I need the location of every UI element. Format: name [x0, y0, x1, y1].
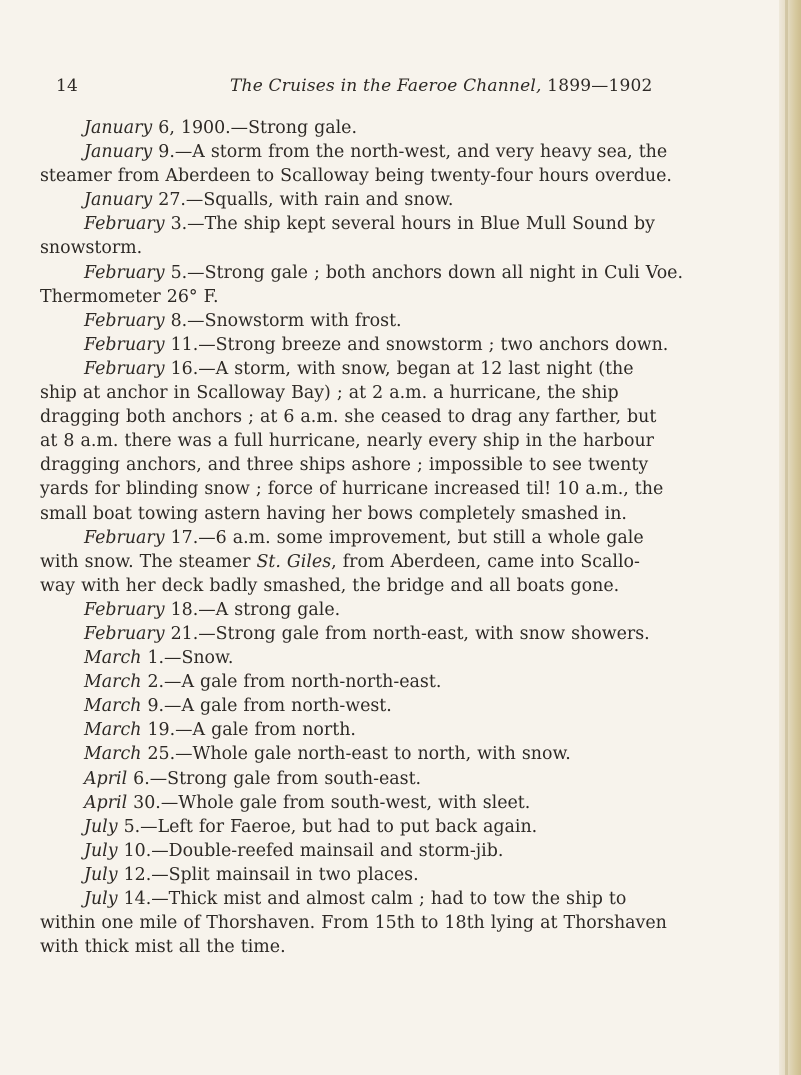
entry-date: February	[84, 358, 165, 379]
entry-date: February	[84, 310, 165, 331]
entry-date: March	[84, 672, 142, 693]
diary-entry	[84, 116, 756, 140]
diary-entry	[84, 188, 756, 212]
entry-text: 18.—A strong gale.	[164, 599, 341, 620]
entry-date: March	[84, 648, 142, 669]
entry-text: 17.—6 a.m. some improvement, but still a whole gale	[164, 527, 644, 548]
entry-date: January	[84, 142, 153, 163]
entry-text: 3.—The ship kept several hours in Blue Mull Sound by	[164, 214, 655, 235]
diary-entry	[84, 863, 756, 887]
entry-date: March	[84, 744, 142, 765]
diary-entry	[84, 212, 756, 236]
entry-text-part: , from Aberdeen, came into Scallo-	[331, 551, 640, 572]
entry-continuation: Thermometer 26° F.	[40, 286, 219, 307]
entry-date: February	[84, 262, 165, 283]
entry-text: 5.—Strong gale ; both anchors down all night in Culi Voe.	[164, 262, 684, 283]
entry-continuation: within one mile of Thorshaven. From 15th to 18th lying at Thorshaven	[40, 913, 667, 934]
entry-date: February	[84, 599, 165, 620]
running-title-years: 1899—1902	[541, 76, 653, 96]
page-edge	[779, 0, 801, 1075]
entry-text: 14.—Thick mist and almost calm ; had to tow the ship to	[117, 889, 627, 909]
entry-text: 9.—A gale from north-west.	[141, 696, 392, 717]
entry-date: July	[84, 864, 118, 885]
diary-entry	[84, 791, 756, 815]
diary-entry	[84, 309, 756, 333]
entry-continuation: steamer from Aberdeen to Scalloway being twenty-four hours overdue.	[40, 166, 672, 187]
entry-continuation: ship at anchor in Scalloway Bay) ; at 2 a.m. a hurricane, the ship	[40, 383, 619, 404]
entry-date: July	[84, 816, 118, 837]
diary-entry	[84, 261, 756, 285]
diary-entry	[84, 333, 756, 357]
diary-entry	[84, 140, 756, 164]
diary-entry	[84, 742, 756, 766]
entry-date: July	[84, 840, 118, 861]
running-header	[56, 76, 756, 104]
entry-date: February	[84, 527, 165, 548]
entry-date: February	[84, 623, 165, 644]
entry-continuation: small boat towing astern having her bows completely smashed in.	[40, 503, 627, 524]
entry-text: 19.—A gale from north.	[141, 720, 356, 741]
entry-date: January	[84, 118, 153, 138]
entry-text: 6.—Strong gale from south-east.	[127, 768, 422, 789]
entry-text: 5.—Left for Faeroe, but had to put back again.	[117, 816, 538, 837]
entry-text: 12.—Split mainsail in two places.	[117, 864, 419, 885]
entry-date: April	[84, 768, 128, 789]
entry-text: 11.—Strong breeze and snowstorm ; two anchors down.	[164, 334, 669, 355]
entry-date: March	[84, 696, 142, 717]
entry-text: 25.—Whole gale north-east to north, with snow.	[141, 744, 571, 765]
diary-text	[40, 116, 756, 959]
diary-entry	[84, 670, 756, 694]
entry-date: February	[84, 214, 165, 235]
entry-text: 1.—Snow.	[141, 648, 234, 669]
entry-date: July	[84, 889, 118, 909]
entry-text: 6, 1900.—Strong gale.	[152, 118, 358, 138]
diary-entry	[84, 357, 756, 381]
entry-text: 10.—Double-reefed mainsail and storm-jib.	[117, 840, 504, 861]
entry-date: April	[84, 792, 128, 813]
diary-entry	[84, 839, 756, 863]
ship-name: St. Giles	[256, 551, 332, 572]
entry-text: 2.—A gale from north-north-east.	[141, 672, 442, 693]
diary-entry	[84, 767, 756, 791]
entry-date: January	[84, 190, 153, 211]
diary-entry	[84, 887, 756, 911]
entry-date: March	[84, 720, 142, 741]
entry-continuation: snowstorm.	[40, 238, 143, 259]
diary-entry	[84, 598, 756, 622]
entry-continuation: with thick mist all the time.	[40, 937, 286, 958]
entry-text: 8.—Snowstorm with frost.	[164, 310, 402, 331]
entry-continuation: yards for blinding snow ; force of hurricane increased til! 10 a.m., the	[40, 479, 664, 500]
diary-entry	[84, 526, 756, 550]
page-number: 14	[56, 76, 79, 96]
entry-continuation	[40, 550, 756, 574]
entry-continuation: way with her deck badly smashed, the bridge and all boats gone.	[40, 575, 620, 596]
entry-continuation: dragging both anchors ; at 6 a.m. she ceased to drag any farther, but	[40, 407, 657, 428]
entry-text: 9.—A storm from the north-west, and very heavy sea, the	[152, 142, 668, 163]
diary-entry	[84, 694, 756, 718]
entry-continuation: dragging anchors, and three ships ashore ; impossible to see twenty	[40, 455, 649, 476]
running-title-italic: The Cruises in the Faeroe Channel,	[230, 76, 542, 96]
diary-entry	[84, 718, 756, 742]
entry-text: 21.—Strong gale from north-east, with snow showers.	[164, 623, 650, 644]
entry-text: 27.—Squalls, with rain and snow.	[152, 190, 454, 211]
running-title	[230, 76, 653, 96]
diary-entry	[84, 622, 756, 646]
entry-text: 30.—Whole gale from south-west, with sleet.	[127, 792, 531, 813]
entry-continuation: at 8 a.m. there was a full hurricane, nearly every ship in the harbour	[40, 431, 654, 452]
diary-entry	[84, 646, 756, 670]
diary-entry	[84, 815, 756, 839]
entry-date: February	[84, 334, 165, 355]
entry-text-part: with snow. The steamer	[40, 551, 257, 572]
entry-text: 16.—A storm, with snow, began at 12 last night (the	[164, 358, 634, 379]
